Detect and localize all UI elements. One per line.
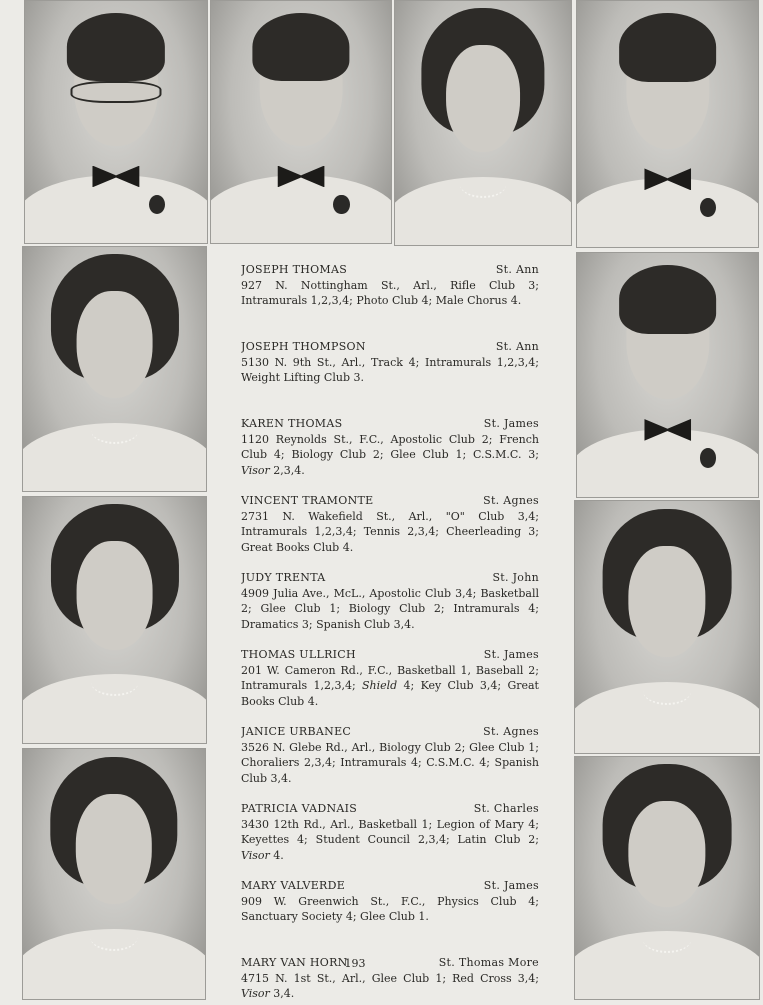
student-name: JOSEPH THOMPSON (241, 340, 366, 353)
student-details: 1120 Reynolds St., F.C., Apostolic Club 2; French Club 4; Biology Club 2; Glee Club 1; C.S.M.C. 3; Visor 2,3,4. (241, 432, 539, 477)
portrait-thomas-ullrich (576, 252, 759, 498)
student-entry (241, 262, 539, 339)
portrait-joseph-thompson (210, 0, 392, 244)
student-entry (241, 878, 539, 955)
student-parish: St. Charles (473, 802, 539, 815)
portrait-patricia-vadnais (574, 500, 760, 754)
page-number: 193 (344, 957, 366, 970)
student-entry (241, 416, 539, 493)
portrait-vincent-tramonte (576, 0, 759, 248)
student-details: 4909 Julia Ave., McL., Apostolic Club 3,4; Basketball 2; Glee Club 1; Biology Club 2; Intramurals 4; Dramatics 3; Spanish Club 3,4. (241, 586, 539, 631)
student-name: PATRICIA VADNAIS (241, 802, 358, 815)
portrait-judy-trenta (22, 246, 207, 492)
student-parish: St. Agnes (483, 494, 539, 507)
portrait-joseph-thomas (24, 0, 208, 244)
student-details: 3526 N. Glebe Rd., Arl., Biology Club 2; Glee Club 1; Choraliers 2,3,4; Intramurals 4; C.S.M.C. 4; Spanish Club 3,4. (241, 740, 539, 785)
student-parish: St. Ann (495, 340, 539, 353)
student-details: 2731 N. Wakefield St., Arl., "O" Club 3,4; Intramurals 1,2,3,4; Tennis 2,3,4; Cheerleading 3; Great Books Club 4. (241, 509, 539, 554)
student-name: THOMAS ULLRICH (241, 648, 356, 661)
student-details: 5130 N. 9th St., Arl., Track 4; Intramurals 1,2,3,4; Weight Lifting Club 3. (241, 355, 539, 384)
student-list (241, 262, 539, 1005)
student-parish: St. Agnes (483, 725, 539, 738)
student-parish: St. James (483, 417, 539, 430)
student-entry (241, 647, 539, 724)
portrait-janice-urbanec (22, 496, 207, 744)
student-entry (241, 801, 539, 878)
student-name: JUDY TRENTA (241, 571, 326, 584)
student-details: 909 W. Greenwich St., F.C., Physics Club 4; Sanctuary Society 4; Glee Club 1. (241, 894, 539, 923)
student-parish: St. Ann (495, 263, 539, 276)
student-name: JOSEPH THOMAS (241, 263, 348, 276)
student-entry (241, 493, 539, 570)
student-entry (241, 724, 539, 801)
student-name: VINCENT TRAMONTE (241, 494, 374, 507)
student-parish: St. John (492, 571, 539, 584)
student-entry (241, 955, 539, 1005)
portrait-karen-thomas (394, 0, 572, 246)
student-details: 927 N. Nottingham St., Arl., Rifle Club 3; Intramurals 1,2,3,4; Photo Club 4; Male Chorus 4. (241, 278, 539, 307)
portrait-mary-valverde (22, 748, 206, 1000)
portrait-mary-van-horn (574, 756, 760, 1000)
student-parish: St. James (483, 879, 539, 892)
student-entry (241, 339, 539, 416)
student-details: 3430 12th Rd., Arl., Basketball 1; Legion of Mary 4; Keyettes 4; Student Council 2,3,4; Latin Club 2; Visor 4. (241, 817, 539, 862)
student-parish: St. Thomas More (438, 956, 539, 969)
student-parish: St. James (483, 648, 539, 661)
student-details: 4715 N. 1st St., Arl., Glee Club 1; Red Cross 3,4; Visor 3,4. (241, 971, 539, 1000)
student-details: 201 W. Cameron Rd., F.C., Basketball 1, Baseball 2; Intramurals 1,2,3,4; Shield 4; Key Club 3,4; Great Books Club 4. (241, 663, 539, 708)
student-entry (241, 570, 539, 647)
student-name: MARY VALVERDE (241, 879, 346, 892)
student-name: KAREN THOMAS (241, 417, 343, 430)
student-name: JANICE URBANEC (241, 725, 352, 738)
student-name: MARY VAN HORN (241, 956, 348, 969)
